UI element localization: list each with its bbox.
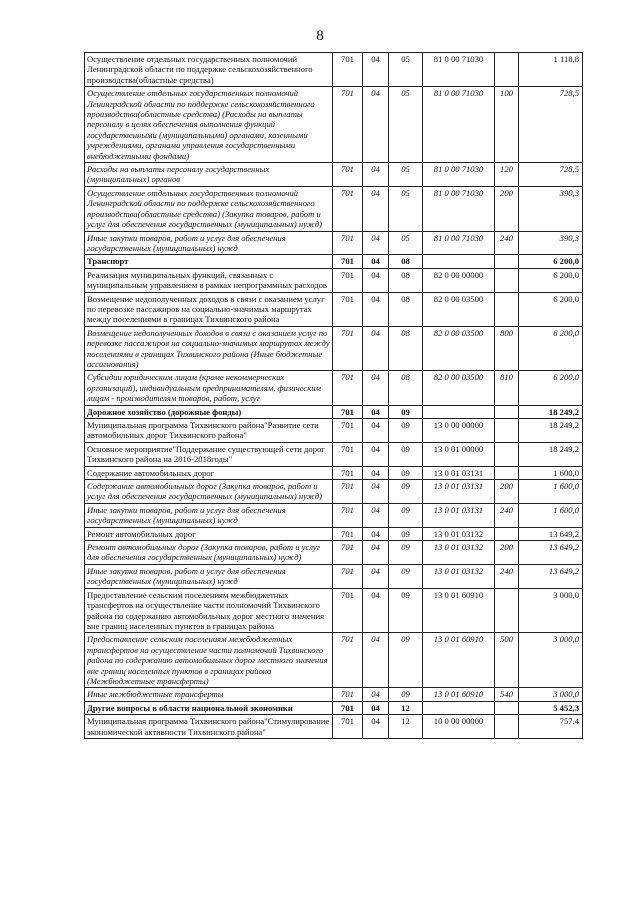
- row-expense-type-code: 540: [495, 688, 519, 701]
- table-row: [85, 186, 583, 231]
- row-amount: 1 600,0: [519, 466, 583, 479]
- row-target-article-code: 13 0 01 03132: [423, 564, 495, 588]
- table-row: [85, 564, 583, 588]
- row-amount: 1 118,8: [519, 53, 583, 87]
- table-row: [85, 466, 583, 479]
- table-row: [85, 371, 583, 405]
- row-target-article-code: 81 0 00 71030: [423, 163, 495, 187]
- row-section-code: 04: [363, 633, 389, 688]
- row-expense-type-code: [495, 255, 519, 268]
- row-section-code: 04: [363, 503, 389, 527]
- table-row: [85, 255, 583, 268]
- row-amount: 757,4: [519, 715, 583, 739]
- row-subsection-code: 09: [389, 588, 423, 633]
- row-grbs-code: 701: [333, 186, 363, 231]
- row-grbs-code: 701: [333, 564, 363, 588]
- row-amount: 5 452,3: [519, 701, 583, 714]
- table-row: [85, 633, 583, 688]
- row-section-code: 04: [363, 53, 389, 87]
- row-subsection-code: 09: [389, 442, 423, 466]
- row-grbs-code: 701: [333, 292, 363, 326]
- row-amount: 6 200,0: [519, 326, 583, 371]
- row-section-code: 04: [363, 688, 389, 701]
- table-row: [85, 541, 583, 565]
- row-expense-type-code: 200: [495, 480, 519, 504]
- table-row: [85, 442, 583, 466]
- row-subsection-code: 09: [389, 564, 423, 588]
- row-description: Предоставление сельским поселениям межбюджетных трансфертов на осуществление части полномочий Тихвинского района по содержанию автомобильных дорог местного значения вне границ населенных пунктов в границах района (Межбюджетные трансферты): [85, 633, 333, 688]
- row-grbs-code: 701: [333, 419, 363, 443]
- table-row: [85, 405, 583, 418]
- row-amount: 13 649,2: [519, 564, 583, 588]
- row-expense-type-code: [495, 527, 519, 540]
- row-subsection-code: 09: [389, 466, 423, 479]
- row-description: Содержание автомобильных дорог: [85, 466, 333, 479]
- row-expense-type-code: 800: [495, 326, 519, 371]
- row-description: Расходы на выплаты персоналу государственных (муниципальных) органов: [85, 163, 333, 187]
- row-target-article-code: 82 0 00 03500: [423, 371, 495, 405]
- row-grbs-code: 701: [333, 371, 363, 405]
- row-grbs-code: 701: [333, 442, 363, 466]
- row-subsection-code: 09: [389, 419, 423, 443]
- row-amount: 6 200,0: [519, 292, 583, 326]
- row-expense-type-code: [495, 588, 519, 633]
- row-grbs-code: 701: [333, 715, 363, 739]
- table-row: [85, 503, 583, 527]
- row-expense-type-code: [495, 466, 519, 479]
- row-subsection-code: 09: [389, 688, 423, 701]
- table-row: [85, 419, 583, 443]
- row-expense-type-code: 120: [495, 163, 519, 187]
- row-subsection-code: 05: [389, 87, 423, 163]
- row-subsection-code: 08: [389, 268, 423, 292]
- row-subsection-code: 08: [389, 326, 423, 371]
- row-grbs-code: 701: [333, 503, 363, 527]
- row-target-article-code: 82 0 00 00000: [423, 268, 495, 292]
- row-target-article-code: 13 0 01 03131: [423, 503, 495, 527]
- row-grbs-code: 701: [333, 326, 363, 371]
- row-expense-type-code: 200: [495, 541, 519, 565]
- table-row: [85, 688, 583, 701]
- row-expense-type-code: 240: [495, 503, 519, 527]
- table-row: [85, 527, 583, 540]
- row-grbs-code: 701: [333, 633, 363, 688]
- table-row: [85, 326, 583, 371]
- row-subsection-code: 09: [389, 480, 423, 504]
- table-row: [85, 715, 583, 739]
- row-expense-type-code: 810: [495, 371, 519, 405]
- row-amount: 3 000,0: [519, 588, 583, 633]
- row-expense-type-code: [495, 405, 519, 418]
- row-amount: 6 200,0: [519, 371, 583, 405]
- row-description: Возмещение недополученных доходов в связи с оказанием услуг по перевозке пассажиров на социально-значимых маршрутах между поселениями в границах Тихвинского района: [85, 292, 333, 326]
- row-subsection-code: 09: [389, 527, 423, 540]
- row-description: Муниципальная программа Тихвинского района"Развитие сети автомобильных дорог Тихвинского района": [85, 419, 333, 443]
- row-section-code: 04: [363, 588, 389, 633]
- row-grbs-code: 701: [333, 688, 363, 701]
- row-grbs-code: 701: [333, 231, 363, 255]
- row-description: Содержание автомобильных дорог (Закупка товаров, работ и услуг для обеспечения государственных (муниципальных) нужд): [85, 480, 333, 504]
- row-section-code: 04: [363, 326, 389, 371]
- row-section-code: 04: [363, 419, 389, 443]
- row-expense-type-code: [495, 419, 519, 443]
- row-section-code: 04: [363, 268, 389, 292]
- row-expense-type-code: 240: [495, 231, 519, 255]
- row-section-code: 04: [363, 163, 389, 187]
- page-number: 8: [316, 28, 324, 44]
- row-grbs-code: 701: [333, 268, 363, 292]
- row-amount: 728,5: [519, 163, 583, 187]
- row-target-article-code: 13 0 01 60910: [423, 588, 495, 633]
- row-amount: 3 000,0: [519, 633, 583, 688]
- row-grbs-code: 701: [333, 480, 363, 504]
- row-subsection-code: 09: [389, 633, 423, 688]
- row-subsection-code: 09: [389, 503, 423, 527]
- table-row: [85, 163, 583, 187]
- row-section-code: 04: [363, 701, 389, 714]
- row-section-code: 04: [363, 87, 389, 163]
- budget-table: [84, 52, 583, 739]
- row-expense-type-code: [495, 53, 519, 87]
- row-description: Осуществление отдельных государственных полномочий Ленинградской области по поддержке сельскохозяйственного производства(областные средства): [85, 53, 333, 87]
- row-description: Иные закупки товаров, работ и услуг для обеспечения государственных (муниципальных) нужд: [85, 503, 333, 527]
- row-target-article-code: 13 0 01 03132: [423, 541, 495, 565]
- row-description: Иные закупки товаров, работ и услуг для обеспечения государственных (муниципальных) нужд: [85, 564, 333, 588]
- row-target-article-code: 13 0 01 03131: [423, 480, 495, 504]
- row-amount: 13 649,2: [519, 541, 583, 565]
- row-amount: 13 649,2: [519, 527, 583, 540]
- row-subsection-code: 09: [389, 541, 423, 565]
- row-section-code: 04: [363, 442, 389, 466]
- row-section-code: 04: [363, 255, 389, 268]
- row-description: Осуществление отдельных государственных полномочий Ленинградской области по поддержке сельскохозяйственного производства(областные средства) (Закупка товаров, работ и услуг для обеспечения государственных (муниципальных) нужд): [85, 186, 333, 231]
- row-subsection-code: 05: [389, 231, 423, 255]
- row-grbs-code: 701: [333, 87, 363, 163]
- row-subsection-code: 05: [389, 163, 423, 187]
- row-grbs-code: 701: [333, 701, 363, 714]
- row-subsection-code: 08: [389, 371, 423, 405]
- row-target-article-code: 82 0 00 03500: [423, 292, 495, 326]
- row-expense-type-code: [495, 701, 519, 714]
- row-expense-type-code: [495, 715, 519, 739]
- row-target-article-code: 13 0 01 03132: [423, 527, 495, 540]
- row-amount: 18 249,2: [519, 419, 583, 443]
- row-grbs-code: 701: [333, 163, 363, 187]
- table-row: [85, 231, 583, 255]
- row-target-article-code: [423, 701, 495, 714]
- row-target-article-code: 81 0 00 71030: [423, 53, 495, 87]
- table-row: [85, 701, 583, 714]
- row-description: Дорожное хозяйство (дорожные фонды): [85, 405, 333, 418]
- row-description: Реализация муниципальных функций, связанных с муниципальным управлением в рамках непрограммных расходов: [85, 268, 333, 292]
- row-description: Возмещение недополученных доходов в связи с оказанием услуг по перевозке пассажиров на социально-значимых маршрутах между поселениями в границах Тихвинского района (Иные бюджетные ассигнования): [85, 326, 333, 371]
- row-target-article-code: 13 0 01 00000: [423, 442, 495, 466]
- row-amount: 18 249,2: [519, 442, 583, 466]
- row-subsection-code: 08: [389, 292, 423, 326]
- row-description: Предоставление сельским поселениям межбюджетных трансфертов на осуществление части полномочий Тихвинского района по содержанию автомобильных дорог местного значения вне границ населенных пунктов в границах района: [85, 588, 333, 633]
- row-section-code: 04: [363, 405, 389, 418]
- row-target-article-code: 10 0 00 00000: [423, 715, 495, 739]
- row-section-code: 04: [363, 371, 389, 405]
- row-expense-type-code: [495, 268, 519, 292]
- row-grbs-code: 701: [333, 405, 363, 418]
- row-subsection-code: 05: [389, 53, 423, 87]
- row-section-code: 04: [363, 541, 389, 565]
- row-expense-type-code: 100: [495, 87, 519, 163]
- row-section-code: 04: [363, 527, 389, 540]
- row-expense-type-code: [495, 292, 519, 326]
- row-description: Основное мероприятие"Поддержание существующей сети дорог Тихвинского района на 2016-2018годы": [85, 442, 333, 466]
- table-row: [85, 268, 583, 292]
- row-target-article-code: 81 0 00 71030: [423, 87, 495, 163]
- row-amount: 18 249,2: [519, 405, 583, 418]
- row-section-code: 04: [363, 564, 389, 588]
- row-description: Транспорт: [85, 255, 333, 268]
- row-description: Муниципальная программа Тихвинского района"Стимулирование экономической активности Тихвинского района": [85, 715, 333, 739]
- row-amount: 6 200,0: [519, 268, 583, 292]
- row-target-article-code: 81 0 00 71030: [423, 231, 495, 255]
- row-description: Ремонт автомобильных дорог (Закупка товаров, работ и услуг для обеспечения государственных (муниципальных) нужд): [85, 541, 333, 565]
- row-target-article-code: 82 0 00 03500: [423, 326, 495, 371]
- row-amount: 728,5: [519, 87, 583, 163]
- row-target-article-code: 13 0 01 60910: [423, 688, 495, 701]
- row-grbs-code: 701: [333, 541, 363, 565]
- row-subsection-code: 05: [389, 186, 423, 231]
- row-grbs-code: 701: [333, 588, 363, 633]
- row-grbs-code: 701: [333, 53, 363, 87]
- row-expense-type-code: 200: [495, 186, 519, 231]
- table-row: [85, 53, 583, 87]
- row-subsection-code: 08: [389, 255, 423, 268]
- row-target-article-code: 81 0 00 71030: [423, 186, 495, 231]
- budget-table-body: [85, 53, 583, 739]
- row-amount: 1 600,0: [519, 480, 583, 504]
- row-section-code: 04: [363, 292, 389, 326]
- row-expense-type-code: 240: [495, 564, 519, 588]
- row-grbs-code: 701: [333, 255, 363, 268]
- table-row: [85, 87, 583, 163]
- row-target-article-code: 13 0 01 60910: [423, 633, 495, 688]
- row-target-article-code: 13 0 00 00000: [423, 419, 495, 443]
- row-subsection-code: 12: [389, 715, 423, 739]
- row-section-code: 04: [363, 715, 389, 739]
- row-description: Иные закупки товаров, работ и услуг для обеспечения государственных (муниципальных) нужд: [85, 231, 333, 255]
- row-target-article-code: [423, 405, 495, 418]
- table-row: [85, 480, 583, 504]
- row-grbs-code: 701: [333, 466, 363, 479]
- row-amount: 1 600,0: [519, 503, 583, 527]
- row-subsection-code: 12: [389, 701, 423, 714]
- row-section-code: 04: [363, 186, 389, 231]
- row-description: Осуществление отдельных государственных полномочий Ленинградской области по поддержке сельскохозяйственного производства(областные средства) (Расходы на выплаты персоналу в целях обеспечения выполнения функций государственными (муниципальными) органами, казенными учреждениями, органами управления государственными внебюджетными фондами): [85, 87, 333, 163]
- row-section-code: 04: [363, 480, 389, 504]
- row-description: Другие вопросы в области национальной экономики: [85, 701, 333, 714]
- row-expense-type-code: [495, 442, 519, 466]
- table-row: [85, 292, 583, 326]
- row-target-article-code: 13 0 01 03131: [423, 466, 495, 479]
- row-description: Ремонт автомобильных дорог: [85, 527, 333, 540]
- row-subsection-code: 09: [389, 405, 423, 418]
- row-grbs-code: 701: [333, 527, 363, 540]
- row-amount: 3 000,0: [519, 688, 583, 701]
- row-description: Субсидии юридическим лицам (кроме некоммерческих организаций), индивидуальным предпринимателям, физическим лицам - производителям товаров, работ, услуг: [85, 371, 333, 405]
- row-amount: 390,3: [519, 186, 583, 231]
- row-expense-type-code: 500: [495, 633, 519, 688]
- row-amount: 390,3: [519, 231, 583, 255]
- row-section-code: 04: [363, 466, 389, 479]
- row-target-article-code: [423, 255, 495, 268]
- table-row: [85, 588, 583, 633]
- row-section-code: 04: [363, 231, 389, 255]
- row-amount: 6 200,0: [519, 255, 583, 268]
- row-description: Иные межбюджетные трансферты: [85, 688, 333, 701]
